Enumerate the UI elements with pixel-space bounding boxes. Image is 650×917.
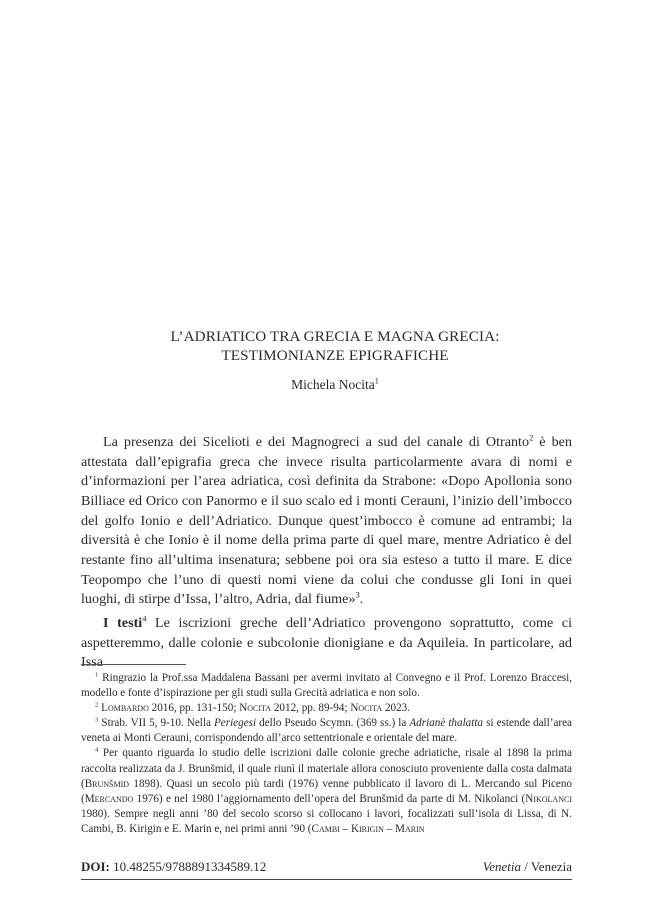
footer-rule xyxy=(81,879,572,880)
footnote-2 xyxy=(81,701,572,716)
paragraph-1-part-2: è ben attestata dall’epigrafia greca che invece risulta particolarmente avara di nomi e d’informazioni per l’area adriatica, così definita da Strabone: «Dopo Apollonia sono Billiace ed Orico con Panormo e il suo scalo ed i monti Cerauni, l’inizio dell’imbocco del golfo Ionio e dell’Adriatico. Dunque quest’imbocco è comune ad entrambi; la diversità è che Ionio è il nome della prima parte di quel mare, mentre Adriatico è del restante fino all’ultima insenatura; sebbene poi ora sia esteso a tutto il mare. E dice Teopompo che l’uno di questi nomi viene da colui che condusse gli Ioni in quei luoghi, di stirpe d’Issa, l’altro, Adria, dal fiume» xyxy=(81,434,572,608)
note-ref-4[interactable]: 4 xyxy=(142,613,147,624)
footnote-3-text-a: Strab. VII 5, 9-10. Nella xyxy=(98,717,214,730)
paper-title xyxy=(80,327,590,365)
footnote-3 xyxy=(81,716,572,746)
footnote-2-text-b: 2016, pp. 131-150; xyxy=(148,702,240,715)
paragraph-1-part-3: . xyxy=(359,591,364,608)
footnote-4-author-4: Cambi – Kirigin – Marin xyxy=(311,822,425,835)
footnote-4-text-a: Per quanto riguarda lo studio delle iscrizioni dalle colonie greche adriatiche, risale al 1898 la prima raccolta realizzata da J. Brunšmid, il quale riunì il materiale allora conosciuto proveniente dalla costa dalmata ( xyxy=(81,747,572,790)
paragraph-2-text: Le iscrizioni greche dell’Adriatico provengono soprattutto, come ci aspetteremmo, dalle colonie e subcolonie dionigiane e da Aquileia. In particolare, ad Issa xyxy=(81,614,573,671)
footnote-4-author-3: Nikolanci xyxy=(525,792,572,805)
footnote-4-author-2: Mercando xyxy=(84,792,134,805)
paragraph-1-part-1: La presenza dei Sicelioti e dei Magnogreci a sud del canale di Otranto xyxy=(103,434,530,450)
doi[interactable] xyxy=(81,859,266,875)
body-text xyxy=(81,433,572,673)
footnotes xyxy=(81,671,572,837)
section-heading: I testi xyxy=(103,614,143,631)
journal-name-italic: Venetia xyxy=(482,859,521,874)
journal-name-rest: / Venezia xyxy=(520,859,572,874)
footnote-3-number: 3 xyxy=(95,716,99,724)
title-line-2: TESTIMONIANZE EPIGRAFICHE xyxy=(221,347,449,364)
footnote-4-text-d: 1980). Sempre negli anni ’80 del secolo scorso si collocano i lavori, focalizzati sull’isola di Lissa, di N. Cambi, B. Kirigin e E. Marin e, nei primi anni ’90 ( xyxy=(81,807,572,835)
footnote-1-text: Ringrazio la Prof.ssa Maddalena Bassani per avermi invitato al Convegno e il Prof. Lorenzo Braccesi, modello e fonte d’ispirazione per gli studi sulla Grecità adriatica e non solo. xyxy=(81,672,572,700)
footnote-4-text-c: 1976) e nel 1980 l’aggiornamento dell’opera del Brunšmid da parte di M. Nikolanci ( xyxy=(133,792,526,805)
footnote-separator xyxy=(81,664,186,665)
title-line-1: L’ADRIATICO TRA GRECIA E MAGNA GRECIA: xyxy=(170,328,500,345)
footnote-1-number: 1 xyxy=(95,671,99,679)
footnote-3-title-2: Adrianè thalatta xyxy=(409,717,483,730)
footnote-4-text-b: 1898). Quasi un secolo più tardi (1976) venne pubblicato il lavoro di L. Mercando sul Piceno ( xyxy=(81,777,572,805)
footnote-3-text-c: si estende dall’area veneta ai Monti Cerauni, corrispondendo all’arco settentrionale e orientale del mare. xyxy=(81,717,572,745)
journal-name xyxy=(483,859,572,875)
footnote-3-text-b: dello Pseudo Scymn. (369 ss.) la xyxy=(256,717,410,730)
note-ref-2[interactable]: 2 xyxy=(529,432,534,443)
footnote-2-author-1: Lombardo xyxy=(101,702,149,715)
doi-label: DOI: xyxy=(81,859,110,874)
footnote-2-text-c: 2012, pp. 89-94; xyxy=(271,702,351,715)
footnote-2-author-2: Nocita xyxy=(239,702,272,715)
author-name: Michela Nocita xyxy=(291,377,375,392)
footnote-2-author-3: Nocita xyxy=(350,702,383,715)
footnote-4 xyxy=(81,746,572,837)
paragraph-1 xyxy=(81,433,572,610)
author-note-ref[interactable]: 1 xyxy=(374,376,379,386)
footnote-2-text-d: 2023. xyxy=(382,702,411,715)
footnote-2-number: 2 xyxy=(95,701,99,709)
note-ref-3[interactable]: 3 xyxy=(355,589,360,600)
doi-value: 10.48255/9788891334589.12 xyxy=(109,859,267,874)
footnote-1 xyxy=(81,671,572,701)
author-line xyxy=(80,377,590,393)
footnote-4-number: 4 xyxy=(95,746,99,754)
footnote-3-title-1: Periegesi xyxy=(214,717,257,730)
footnote-4-author-1: Brunšmid xyxy=(84,777,130,790)
